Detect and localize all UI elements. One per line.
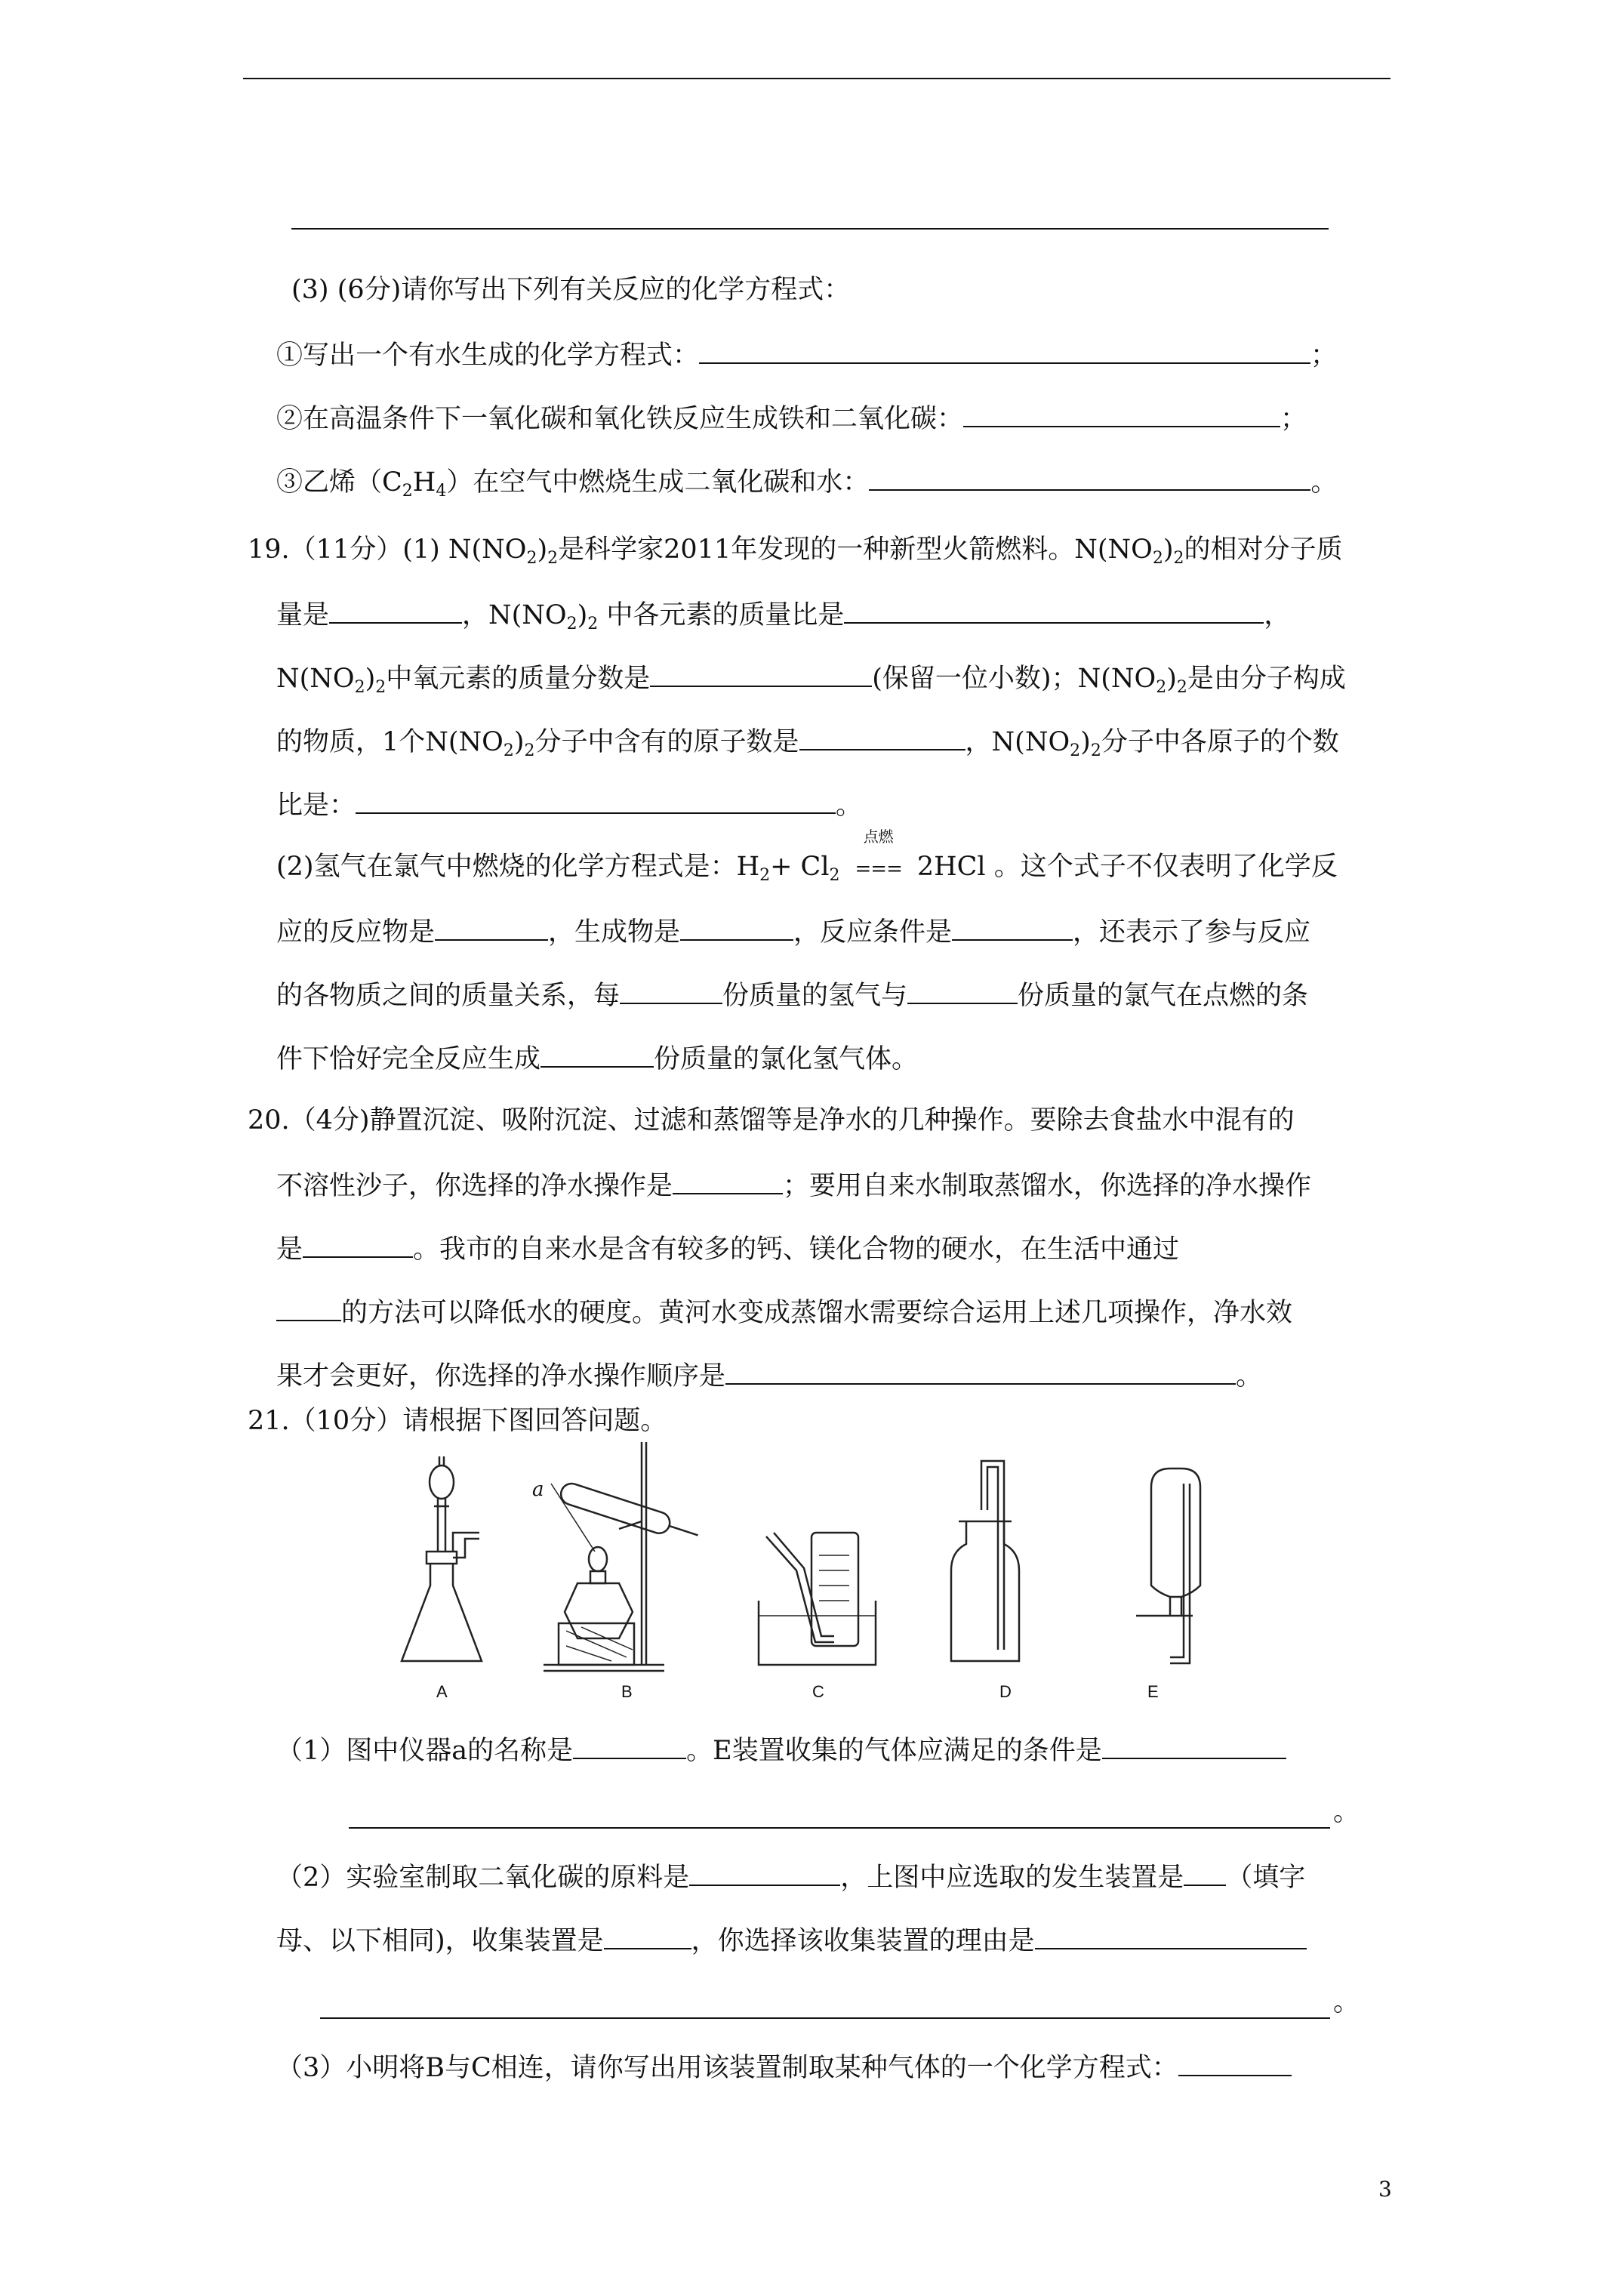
apparatus-a — [402, 1456, 482, 1661]
answer-line — [320, 2017, 1330, 2019]
answer-blank[interactable] — [952, 914, 1073, 941]
answer-blank[interactable] — [540, 1040, 654, 1068]
answer-blank[interactable] — [303, 1231, 413, 1258]
answer-blank[interactable] — [1035, 1922, 1307, 1949]
q20-line5: 果才会更好，你选择的净水操作顺序是 。 — [276, 1358, 1262, 1391]
apparatus-label-e: E — [1147, 1682, 1159, 1701]
answer-blank[interactable] — [435, 914, 548, 941]
answer-blank[interactable] — [725, 1358, 1236, 1385]
q19-line5: 比是： 。 — [276, 787, 862, 820]
q20-line1: 20.（4分)静置沉淀、吸附沉淀、过滤和蒸馏等是净水的几种操作。要除去食盐水中混有的 — [248, 1105, 1295, 1136]
q21-part2-end: 。 — [1333, 1987, 1360, 2017]
apparatus-label-b: B — [621, 1682, 633, 1701]
q18-part3-title: (3) (6分)请你写出下列有关反应的化学方程式： — [291, 275, 851, 305]
answer-blank[interactable] — [1178, 2049, 1292, 2076]
q19-line8: 的各物质之间的质量关系，每 份质量的氢气与 份质量的氯气在点燃的条 — [276, 977, 1308, 1010]
q18-item3: ③乙烯$(C_2H_4)$在空气中燃烧生成二氧化碳和水： 。 — [276, 464, 1337, 497]
answer-blank[interactable] — [689, 1859, 840, 1886]
instrument-a-label: a — [532, 1478, 544, 1501]
answer-blank[interactable] — [356, 787, 836, 814]
apparatus-label-c: C — [812, 1682, 824, 1701]
page-number: 3 — [1378, 2177, 1392, 2202]
apparatus-figure — [393, 1438, 1238, 1680]
answer-blank[interactable] — [963, 400, 1280, 427]
answer-line — [291, 228, 1329, 230]
apparatus-d — [951, 1461, 1019, 1661]
apparatus-e — [1136, 1469, 1200, 1663]
answer-blank[interactable] — [650, 660, 872, 687]
q20-line3: 是 。我市的自来水是含有较多的钙、镁化合物的硬水，在生活中通过 — [276, 1231, 1179, 1264]
answer-line — [349, 1827, 1330, 1829]
q18-item1: ①写出一个有水生成的化学方程式： ； — [276, 337, 1337, 370]
q21-title: 21.（10分）请根据下图回答问题。 — [248, 1406, 667, 1436]
answer-blank[interactable] — [573, 1732, 686, 1759]
q21-part3: （3）小明将B与C相连，请你写出用该装置制取某种气体的一个化学方程式： — [276, 2049, 1292, 2082]
answer-blank[interactable] — [1102, 1732, 1286, 1759]
answer-blank[interactable] — [699, 337, 1310, 364]
q21-part1-end: 。 — [1333, 1797, 1360, 1827]
q19-line9: 件下恰好完全反应生成 份质量的氯化氢气体。 — [276, 1040, 918, 1074]
q19-line6: (2)氢气在氯气中燃烧的化学方程式是：$H_2+ Cl_2$ 点燃 === 2HCl 。这个式子不仅表明了化学反 — [276, 827, 1338, 885]
answer-blank[interactable] — [844, 596, 1264, 624]
answer-blank[interactable] — [604, 1922, 691, 1949]
q21-part2: （2）实验室制取二氧化碳的原料是 ，上图中应选取的发生装置是 （填字 — [276, 1859, 1305, 1892]
answer-blank[interactable] — [680, 914, 793, 941]
answer-blank[interactable] — [907, 977, 1018, 1004]
apparatus-b — [544, 1442, 701, 1671]
answer-blank[interactable] — [673, 1167, 783, 1194]
apparatus-label-d: D — [999, 1682, 1012, 1701]
q19-line3: $N(NO_2)_2$中氧元素的质量分数是 (保留一位小数)；$N(NO_2)_2$是由分子构成 — [276, 660, 1346, 693]
header-rule — [243, 78, 1390, 79]
q21-part1: （1）图中仪器a的名称是 。E装置收集的气体应满足的条件是 — [276, 1732, 1286, 1765]
q20-line4: 的方法可以降低水的硬度。黄河水变成蒸馏水需要综合运用上述几项操作，净水效 — [276, 1294, 1292, 1327]
q19-line2: 量是 ，$N(NO_2)_2$ 中各元素的质量比是 ， — [276, 596, 1290, 630]
q19-line7: 应的反应物是 ，生成物是 ，反应条件是 ，还表示了参与反应 — [276, 914, 1310, 947]
answer-blank[interactable] — [1184, 1859, 1226, 1886]
answer-blank[interactable] — [869, 464, 1310, 491]
q21-part2b: 母、以下相同)，收集装置是 ，你选择该收集装置的理由是 — [276, 1922, 1307, 1955]
apparatus-c — [759, 1533, 876, 1665]
q19-line1: 19.（11分）(1) $N(NO_2)_2$是科学家2011年发现的一种新型火箭燃料。$N(NO_2)_2$的相对分子质 — [248, 535, 1343, 568]
answer-blank[interactable] — [276, 1294, 341, 1321]
q20-line2: 不溶性沙子，你选择的净水操作是 ；要用自来水制取蒸馏水，你选择的净水操作 — [276, 1167, 1311, 1200]
q19-line4: 的物质，1个$N(NO_2)_2$分子中含有的原子数是 ，$N(NO_2)_2$分子中各原子的个数 — [276, 723, 1339, 757]
answer-blank[interactable] — [799, 723, 965, 750]
apparatus-label-a: A — [436, 1682, 448, 1701]
answer-blank[interactable] — [329, 596, 462, 624]
answer-blank[interactable] — [620, 977, 722, 1004]
reaction-condition: 点燃 === — [855, 827, 902, 880]
q18-item2: ②在高温条件下一氧化碳和氧化铁反应生成铁和二氧化碳： ； — [276, 400, 1307, 433]
